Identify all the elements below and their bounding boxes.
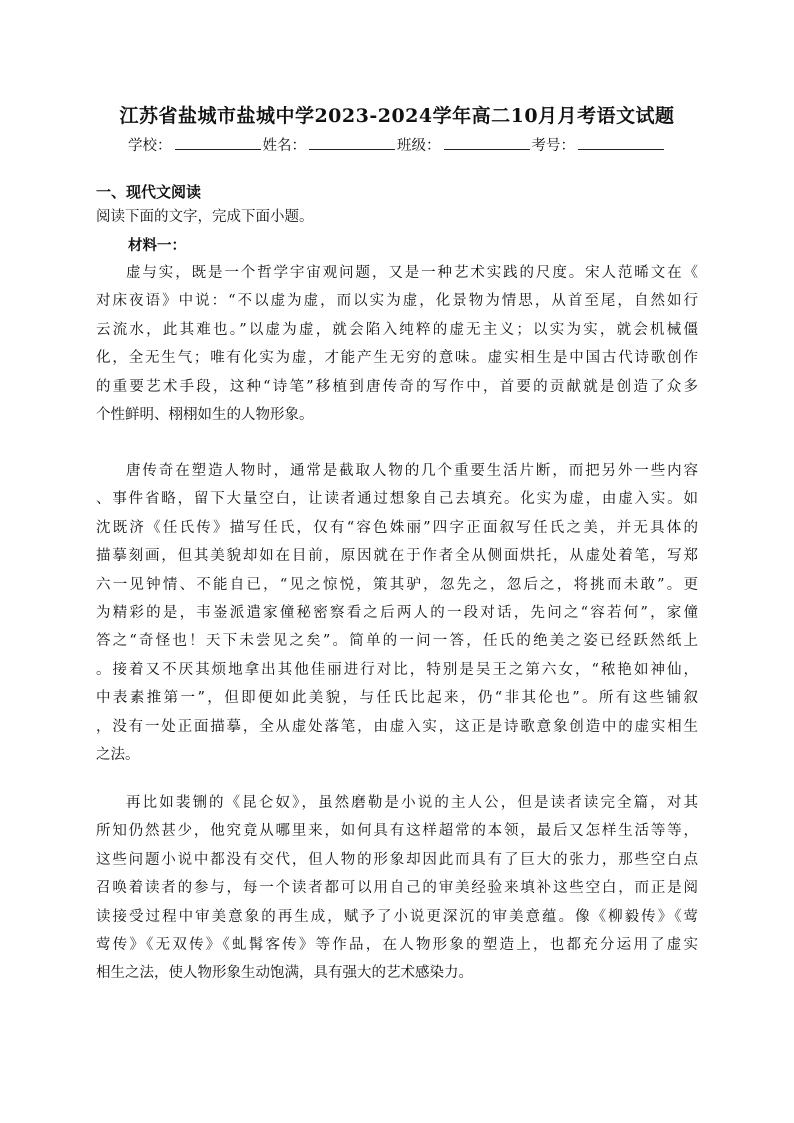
exam-number-blank[interactable] [578,137,664,150]
paragraph-line: 为精彩的是，韦崟派遣家僮秘密察看之后两人的一段对话，先问之“容若何”，家僮 [96,604,698,621]
paragraph-line: 读接受过程中审美意象的再生成，赋予了小说更深沉的审美意蕴。像《柳毅传》《莺 [96,908,698,925]
section-heading: 一、现代文阅读 [96,183,202,201]
paragraph-line: 再比如裴铏的《昆仑奴》，虽然磨勒是小说的主人公，但是读者读完全篇，对其 [126,795,698,811]
name-blank[interactable] [309,137,395,150]
paragraph-line: 个性鲜明、栩栩如生的人物形象。 [96,406,314,423]
material-label: 材料一： [128,238,186,254]
paragraph-line: 答之“奇怪也！天下未尝见之矣”。简单的一问一答，任氏的绝美之姿已经跃然纸上 [96,633,698,650]
paragraph-line: 沈既济《任氏传》描写任氏，仅有“容色姝丽”四字正面叙写任氏之美，并无具体的 [96,519,698,536]
paragraph-line: 召唤着读者的参与，每一个读者都可以用自己的审美经验来填补这些空白，而正是阅 [96,880,698,897]
paragraph-line: 云流水，此其难也。”以虚为虚，就会陷入纯粹的虚无主义；以实为实，就会机械僵 [96,321,698,338]
class-label: 班级： [397,138,441,154]
school-label: 学校： [128,138,172,154]
paragraph-line: ，没有一处正面描摹，全从虚处落笔，由虚入实，这正是诗歌意象创造中的虚实相生 [96,718,698,735]
student-info-row [0,134,794,155]
paragraph-1 [96,259,698,429]
paragraph-line: 所知仍然甚少，他究竟从哪里来，如何具有这样超常的本领，最后又怎样生活等等， [96,823,698,840]
paragraph-line: 相生之法，使人物形象生动饱满，具有强大的艺术感染力。 [96,965,473,982]
paragraph-line: 唐传奇在塑造人物时，通常是截取人物的几个重要生活片断，而把另外一些内容 [126,463,698,479]
paragraph-2 [96,457,698,769]
school-blank[interactable] [175,137,261,150]
paragraph-line: 描摹刻画，但其美貌却如在目前，原因就在于作者全从侧面烘托，从虚处着笔，写郑 [96,548,698,565]
paragraph-line: 六一见钟情、不能自已，“见之惊悦，策其驴，忽先之，忽后之，将挑而未敢”。更 [96,576,698,593]
paragraph-line: 莺传》《无双传》《虬髯客传》等作品，在人物形象的塑造上，也都充分运用了虚实 [96,936,698,953]
paragraph-line: 虚与实，既是一个哲学宇宙观问题，又是一种艺术实践的尺度。宋人范晞文在《 [126,265,698,281]
paragraph-3 [96,789,698,988]
paragraph-line: 这些问题小说中都没有交代，但人物的形象却因此而具有了巨大的张力，那些空白点 [96,851,698,868]
name-label: 姓名： [262,138,306,154]
paragraph-line: 。接着又不厌其烦地拿出其他佳丽进行对比，特别是吴王之第六女，“秾艳如神仙， [96,661,698,678]
paragraph-line: 的重要艺术手段，这种“诗笔”移植到唐传奇的写作中，首要的贡献就是创造了众多 [96,378,698,395]
paragraph-line: 之法。 [96,746,140,763]
paragraph-line: 化，全无生气；唯有化实为虚，才能产生无穷的意味。虚实相生是中国古代诗歌创作 [96,350,698,367]
paragraph-line: 中表素推第一”，但即便如此美貌，与任氏比起来，仍“非其伦也”。所有这些铺叙 [96,690,698,707]
class-blank[interactable] [444,137,530,150]
exam-number-label: 考号： [531,138,575,154]
reading-instruction: 阅读下面的文字，完成下面小题。 [96,209,314,225]
paragraph-line: 、事件省略，留下大量空白，让读者通过想象自己去填充。化实为虚，由虚入实。如 [96,491,698,508]
document-title: 江苏省盐城市盐城中学2023-2024学年高二10月月考语文试题 [119,105,675,127]
paragraph-line: 对床夜语》中说：“不以虚为虚，而以实为虚，化景物为情思，从首至尾，自然如行 [96,293,698,310]
